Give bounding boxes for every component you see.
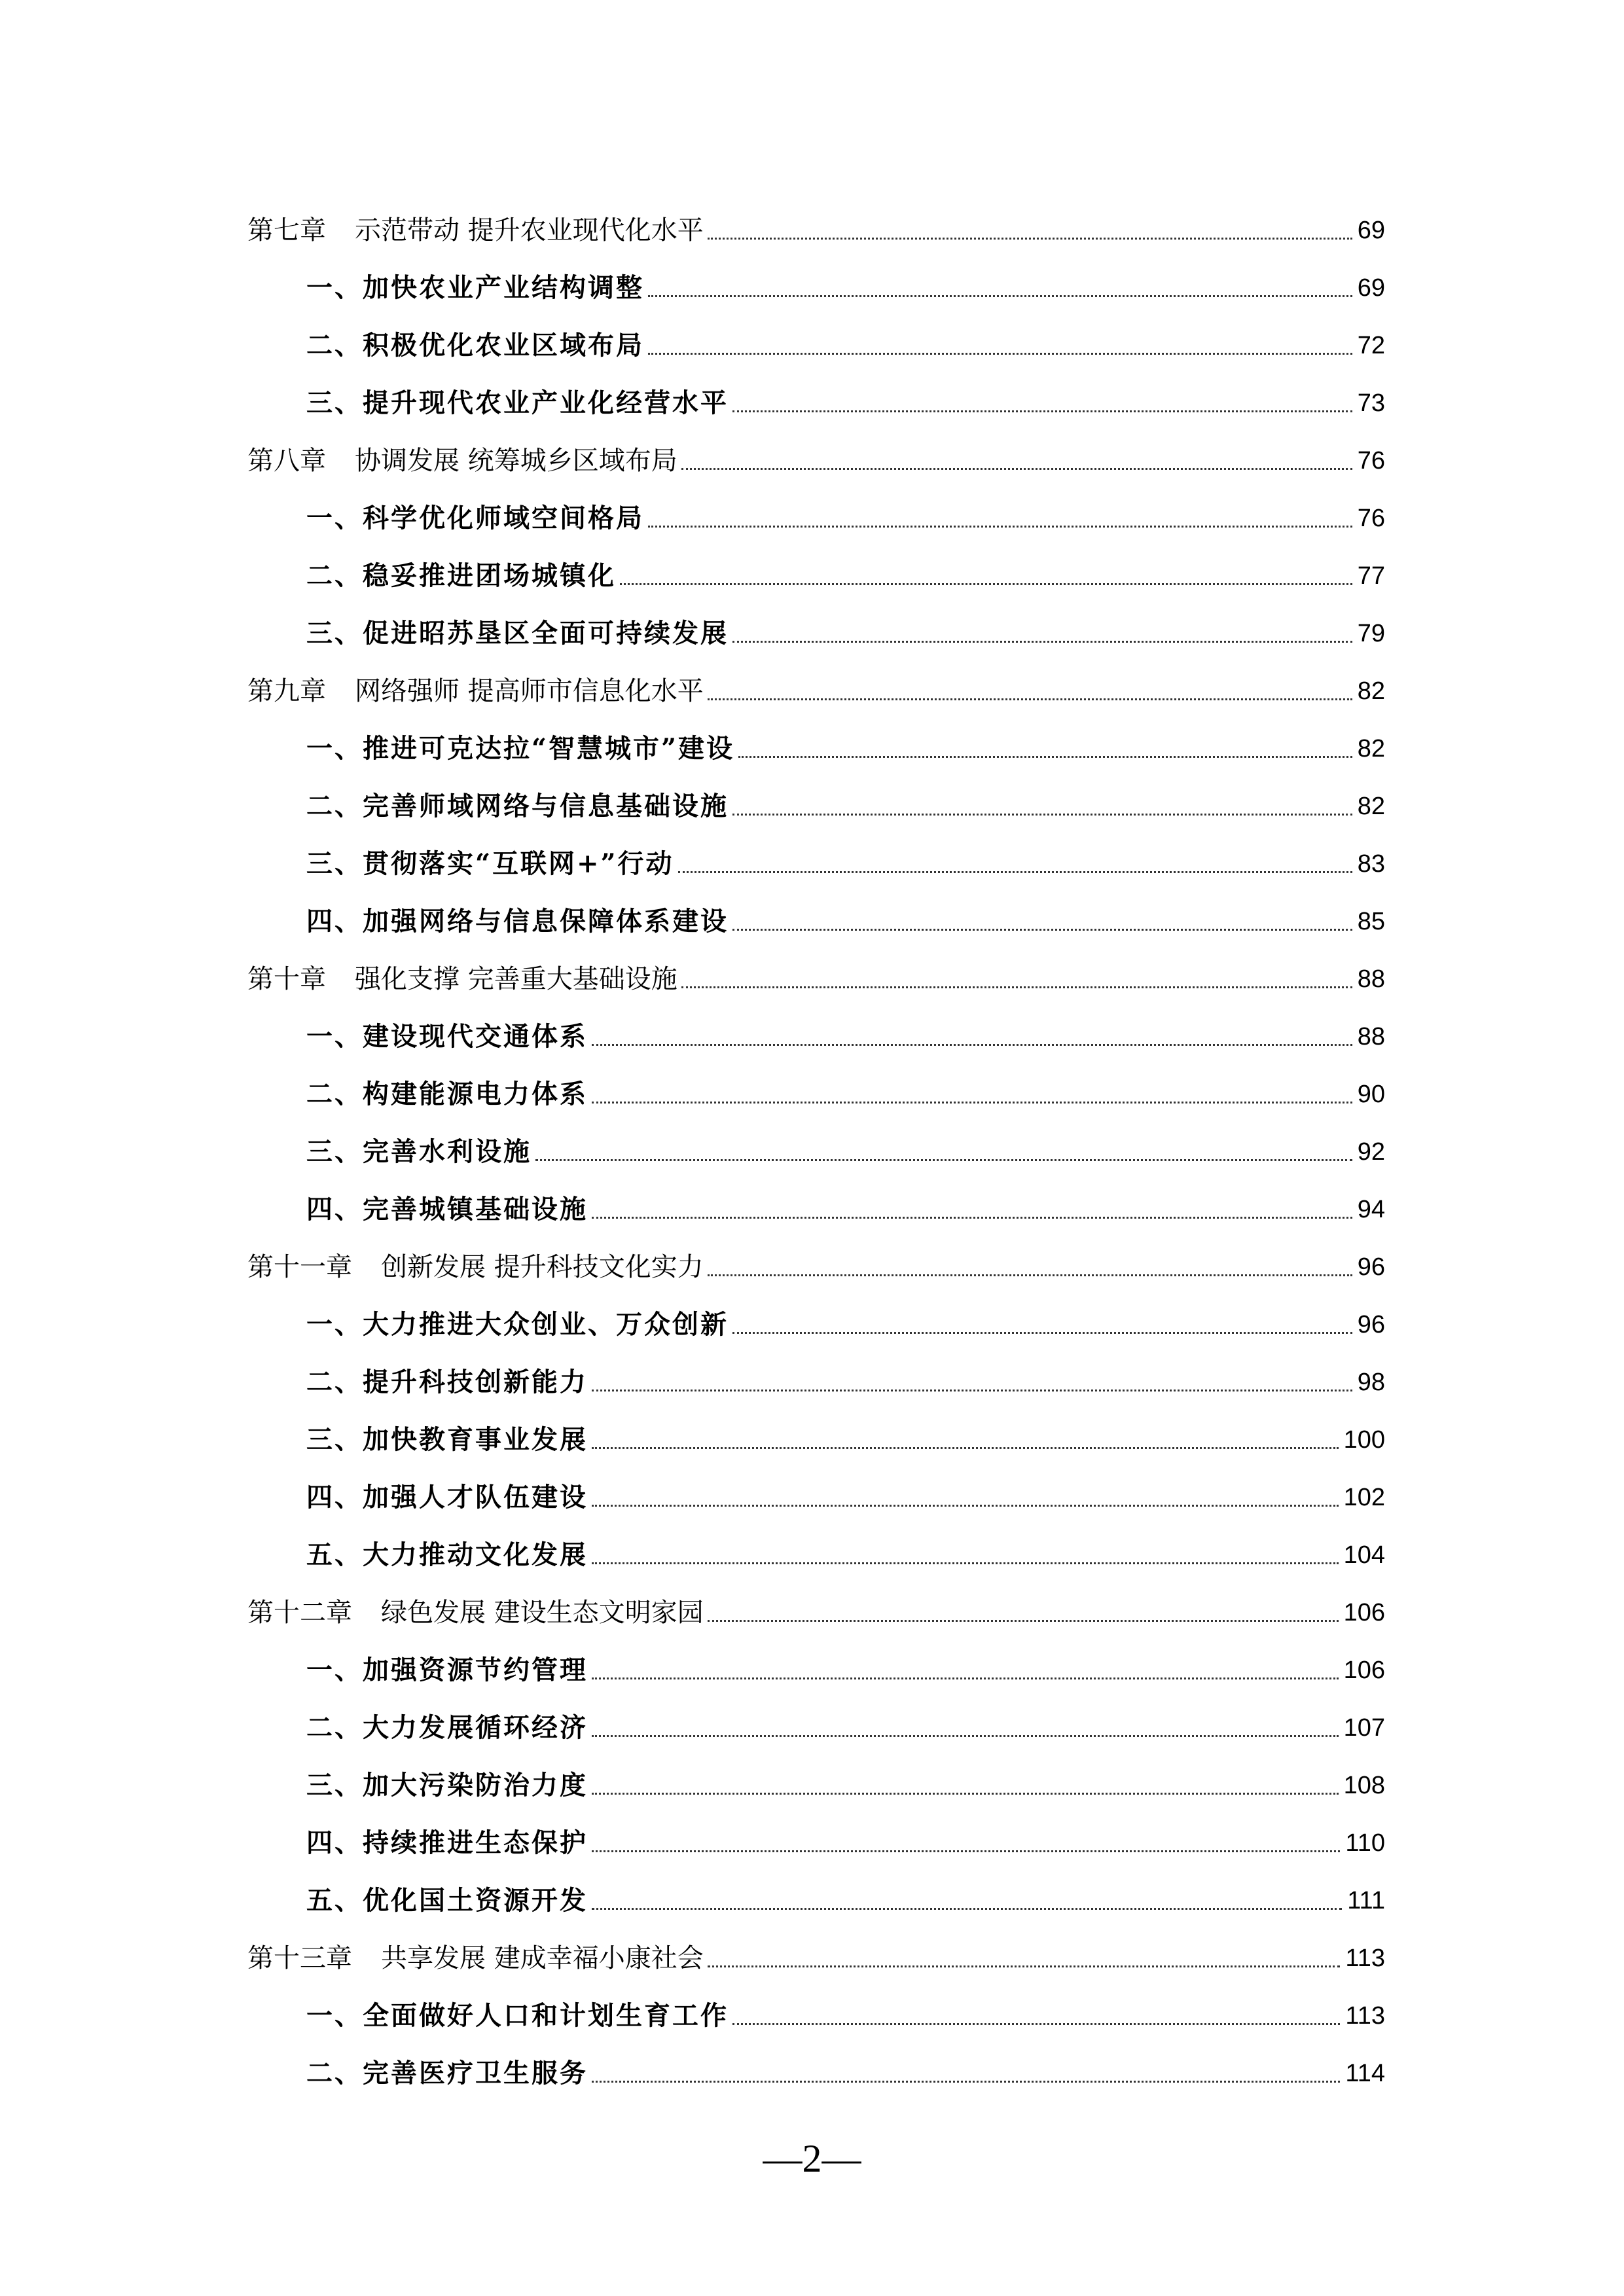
page-number: 69 [1357, 217, 1385, 244]
section-title: 三、加快教育事业发展 [306, 1424, 588, 1455]
section-title: 三、完善水利设施 [306, 1136, 532, 1167]
page-number: 73 [1357, 389, 1385, 417]
toc-chapter-12[interactable] [247, 1592, 1385, 1631]
dot-leader [708, 1620, 1339, 1622]
toc-section[interactable] [306, 382, 1385, 422]
dot-leader [535, 1159, 1352, 1161]
dot-leader [592, 1390, 1352, 1391]
page-number: 79 [1357, 620, 1385, 647]
dot-leader [592, 1850, 1340, 1852]
section-title: 二、稳妥推进团场城镇化 [306, 560, 616, 591]
section-title: 一、加强资源节约管理 [306, 1655, 588, 1685]
section-title: 二、完善师域网络与信息基础设施 [306, 791, 729, 821]
page-number: 100 [1343, 1426, 1385, 1454]
toc-section[interactable] [306, 1419, 1385, 1458]
page-number: 107 [1343, 1714, 1385, 1742]
dot-leader [678, 871, 1352, 873]
page-number: 108 [1343, 1772, 1385, 1799]
chapter-title: 网络强师 提高师市信息化水平 [355, 676, 704, 706]
dot-leader [592, 1677, 1339, 1679]
page-number: 110 [1345, 1829, 1385, 1857]
toc-chapter-13[interactable] [247, 1937, 1385, 1977]
dot-leader [708, 1965, 1341, 1967]
page-number: 69 [1357, 274, 1385, 302]
chapter-number: 第七章 [247, 215, 326, 245]
section-title: 二、大力发展循环经济 [306, 1712, 588, 1743]
page-number: 106 [1343, 1657, 1385, 1684]
dot-leader [592, 1562, 1339, 1564]
toc-section[interactable] [306, 1880, 1385, 1919]
chapter-title: 强化支撑 完善重大基础设施 [355, 964, 677, 994]
page-number: 85 [1357, 908, 1385, 935]
chapter-title: 绿色发展 建设生态文明家园 [381, 1598, 704, 1628]
toc-section[interactable] [306, 555, 1385, 594]
page-number: 92 [1357, 1138, 1385, 1166]
dot-leader [732, 2023, 1340, 2025]
chapter-number: 第十三章 [247, 1943, 352, 1973]
toc-section[interactable] [306, 1477, 1385, 1516]
toc-section[interactable] [306, 1707, 1385, 1746]
toc-chapter-9[interactable] [247, 670, 1385, 709]
page-number: 113 [1345, 2002, 1385, 2030]
page-number: 76 [1357, 447, 1385, 475]
dot-leader [592, 1505, 1339, 1507]
section-title: 五、优化国土资源开发 [306, 1885, 588, 1916]
page-number: 102 [1343, 1484, 1385, 1511]
dot-leader [681, 468, 1352, 470]
page-number: 88 [1357, 1023, 1385, 1050]
chapter-number: 第八章 [247, 446, 326, 476]
chapter-title: 创新发展 提升科技文化实力 [381, 1252, 704, 1282]
page-number: 104 [1343, 1541, 1385, 1569]
page-number: 83 [1357, 850, 1385, 878]
toc-chapter-10[interactable] [247, 958, 1385, 997]
page-number: 72 [1357, 332, 1385, 359]
section-title: 二、积极优化农业区域布局 [306, 330, 644, 361]
dot-leader [592, 1044, 1352, 1046]
toc-section[interactable] [306, 1016, 1385, 1055]
toc-chapter-7[interactable] [247, 209, 1385, 249]
toc-section[interactable] [306, 728, 1385, 767]
toc-section[interactable] [306, 901, 1385, 940]
chapter-number: 第十一章 [247, 1252, 352, 1282]
section-title: 四、加强网络与信息保障体系建设 [306, 906, 729, 937]
page-footer-number: —2— [763, 2137, 861, 2180]
page-number: 77 [1357, 562, 1385, 590]
section-title: 三、贯彻落实“互联网+”行动 [306, 848, 674, 879]
section-title: 二、完善医疗卫生服务 [306, 2058, 588, 2089]
toc-section[interactable] [306, 613, 1385, 652]
page-number: 106 [1343, 1599, 1385, 1626]
page-number: 88 [1357, 965, 1385, 993]
section-title: 一、科学优化师域空间格局 [306, 503, 644, 533]
section-title: 四、持续推进生态保护 [306, 1827, 588, 1858]
section-title: 一、加快农业产业结构调整 [306, 272, 644, 303]
dot-leader [592, 1102, 1352, 1103]
dot-leader [732, 1332, 1352, 1334]
dot-leader [708, 1274, 1352, 1276]
toc-section[interactable] [306, 1995, 1385, 2034]
page-number: 82 [1357, 735, 1385, 762]
dot-leader [592, 1447, 1339, 1449]
toc-section[interactable] [306, 1189, 1385, 1228]
dot-leader [620, 583, 1352, 585]
toc-section[interactable] [306, 1073, 1385, 1113]
dot-leader [732, 641, 1352, 643]
dot-leader [732, 929, 1352, 931]
page-number: 82 [1357, 677, 1385, 705]
section-title: 一、推进可克达拉“智慧城市”建设 [306, 733, 735, 764]
toc-section[interactable] [306, 267, 1385, 306]
dot-leader [738, 756, 1352, 758]
toc-section[interactable] [306, 785, 1385, 825]
dot-leader [592, 1735, 1339, 1737]
chapter-number: 第十章 [247, 964, 326, 994]
dot-leader [592, 1908, 1342, 1910]
toc-section[interactable] [306, 1361, 1385, 1401]
dot-leader [648, 353, 1352, 355]
page-number: 76 [1357, 505, 1385, 532]
section-title: 一、全面做好人口和计划生育工作 [306, 2000, 729, 2031]
toc-section[interactable] [306, 1304, 1385, 1343]
chapter-title: 示范带动 提升农业现代化水平 [355, 215, 704, 245]
toc-section[interactable] [306, 843, 1385, 882]
page-number: 96 [1357, 1253, 1385, 1281]
dot-leader [648, 295, 1352, 297]
section-title: 一、建设现代交通体系 [306, 1021, 588, 1052]
page-number: 113 [1345, 1945, 1385, 1972]
dot-leader [732, 410, 1352, 412]
dot-leader [648, 526, 1352, 528]
toc-section[interactable] [306, 2053, 1385, 2092]
dot-leader [732, 814, 1352, 816]
page-number: 90 [1357, 1081, 1385, 1108]
chapter-title: 共享发展 建成幸福小康社会 [381, 1943, 704, 1973]
toc-section[interactable] [306, 497, 1385, 537]
toc-section[interactable] [306, 1765, 1385, 1804]
chapter-number: 第十二章 [247, 1598, 352, 1628]
toc-section[interactable] [306, 325, 1385, 364]
dot-leader [681, 986, 1352, 988]
chapter-title: 协调发展 统筹城乡区域布局 [355, 446, 677, 476]
dot-leader [592, 1217, 1352, 1219]
dot-leader [592, 1793, 1339, 1795]
section-title: 一、大力推进大众创业、万众创新 [306, 1309, 729, 1340]
chapter-number: 第九章 [247, 676, 326, 706]
section-title: 四、加强人才队伍建设 [306, 1482, 588, 1513]
dot-leader [592, 2081, 1340, 2083]
section-title: 五、大力推动文化发展 [306, 1539, 588, 1570]
toc-section[interactable] [306, 1131, 1385, 1170]
toc-chapter-8[interactable] [247, 440, 1385, 479]
section-title: 二、构建能源电力体系 [306, 1079, 588, 1109]
dot-leader [708, 238, 1352, 240]
page-number: 98 [1357, 1369, 1385, 1396]
toc-section[interactable] [306, 1534, 1385, 1573]
page-number: 94 [1357, 1196, 1385, 1223]
page-number: 82 [1357, 793, 1385, 820]
toc-chapter-11[interactable] [247, 1246, 1385, 1285]
page-number: 111 [1347, 1887, 1385, 1914]
section-title: 三、提升现代农业产业化经营水平 [306, 387, 729, 418]
section-title: 三、促进昭苏垦区全面可持续发展 [306, 618, 729, 649]
section-title: 三、加大污染防治力度 [306, 1770, 588, 1801]
toc-section[interactable] [306, 1822, 1385, 1861]
page-number: 96 [1357, 1311, 1385, 1338]
page-number: 114 [1345, 2060, 1385, 2087]
section-title: 四、完善城镇基础设施 [306, 1194, 588, 1225]
dot-leader [708, 698, 1352, 700]
toc-section[interactable] [306, 1649, 1385, 1689]
section-title: 二、提升科技创新能力 [306, 1367, 588, 1397]
